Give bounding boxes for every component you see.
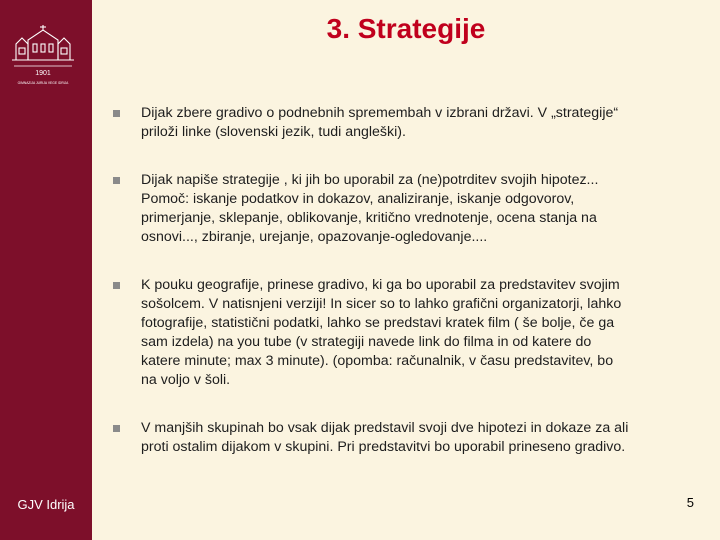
bullet-text: K pouku geografije, prinese gradivo, ki ga bo uporabil za predstavitev svojim sošolcem. V natisnjeni verziji! In sicer so to lahko grafični organizatorji, lahko fotografije, statistični podatki, lahko se predstavi kratek film ( še bolje, če ga sam izdela) na you tube (v strategiji navede link do filma in od katere do katere minute; max 3 minute). (opomba: računalnik, v času predstavitev, bo na voljo v šoli. <box>141 277 622 388</box>
square-bullet-icon <box>113 282 120 289</box>
bullet-text: V manjših skupinah bo vsak dijak predstavil svoji dve hipotezi in dokaze za ali proti ostalim dijakom v skupini. Pri predstavitvi bo uporabil prineseno gradivo. <box>141 420 629 455</box>
bullet-item <box>112 104 632 142</box>
square-bullet-icon <box>113 177 120 184</box>
sidebar <box>0 0 92 540</box>
logo-caption: GIMNAZIJA JURIJA VEGE IDRIJA <box>17 81 69 85</box>
slide-title: 3. Strategije <box>326 13 486 44</box>
bullet-text: Dijak napiše strategije , ki jih bo uporabil za (ne)potrditev svojih hipotez... Pomoč: iskanje podatkov in dokazov, analiziranje, iskanje odgovorov, primerjanje, sklepanje, oblikovanje, kritično vrednotenje, ocena stanja na osnovi..., zbiranje, urejanje, opazovanje-ogledovanje.... <box>141 172 599 245</box>
logo-year: 1901 <box>35 70 51 77</box>
footer-school-name: GJV Idrija <box>17 497 75 512</box>
school-logo <box>8 22 78 88</box>
bullet-item <box>112 171 632 247</box>
bullet-list <box>112 104 632 457</box>
bullet-item <box>112 276 632 390</box>
bullet-item <box>112 419 632 457</box>
bullet-text: Dijak zbere gradivo o podnebnih spremembah v izbrani državi. V „strategije“ priloži linke (slovenski jezik, tudi angleški). <box>141 105 619 140</box>
page-number: 5 <box>686 495 694 510</box>
square-bullet-icon <box>113 110 120 117</box>
square-bullet-icon <box>113 425 120 432</box>
